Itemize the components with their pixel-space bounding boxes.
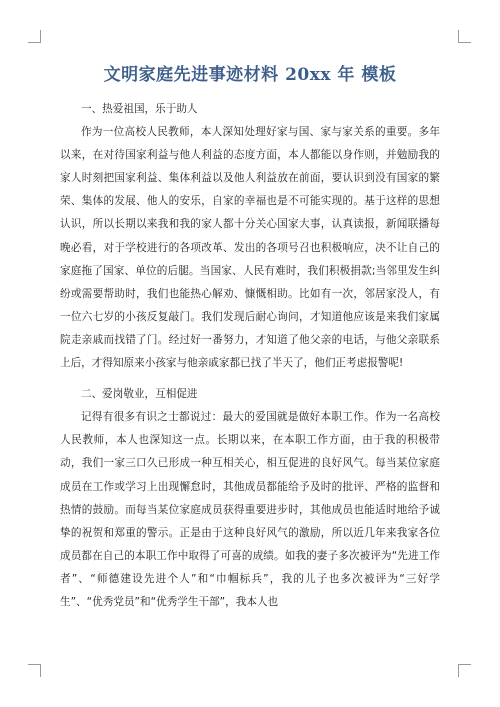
document-title: 文明家庭先进事迹材料 20xx 年 模板: [103, 65, 397, 85]
crop-mark-bottom-left: [28, 664, 41, 677]
crop-mark-top-right: [458, 30, 471, 43]
crop-mark-bottom-right: [458, 664, 471, 677]
section-heading-2: 二、爱岗敬业，互相促进: [81, 388, 198, 401]
document-body: [60, 98, 440, 614]
crop-mark-top-left: [28, 30, 41, 43]
section-heading-1: 一、热爱祖国，乐于助人: [81, 103, 198, 115]
section-paragraph-2: 记得有很多有识之士都说过：最大的爱国就是做好本职工作。作为一名高校人民教师，本人也深知这一点。长期以来，在本职工作方面，由于我的积极带动，我们一家三口久已形成一种互相关心，相互促进的良好风气。每当某位家庭成员在工作或学习上出现懈怠时，其他成员都能给予及时的批评、严格的监督和热情的鼓励。而每当某位家庭成员获得重要进步时，其他成员也能适时地给予诚挚的祝贺和郑重的警示。正是由于这种良好风气的激励，所以近几年来我家各位成员都在自己的本职工作中取得了可喜的成绩。如我的妻子多次被评为“先进工作者”、“师德建设先进个人”和“巾帼标兵”，我的儿子也多次被评为“三好学生”、“优秀党员”和“优秀学生干部”，我本人也: [60, 411, 440, 608]
section-paragraph-1: 作为一位高校人民教师，本人深知处理好家与国、家与家关系的重要。多年以来，在对待国家利益与他人利益的态度方面，本人都能以身作则，并勉励我的家人时刻把国家利益、集体利益以及他人利益放在前面，要认识到没有国家的繁荣、集体的发展、他人的安乐，自家的幸福也是不可能实现的。基于这样的思想认识，所以长期以来我和我的家人都十分关心国家大事，认真读报，新闻联播每晚必看，对于学校进行的各项改革、发出的各项号召也积极响应，决不让自己的家庭拖了国家、单位的后腿。当国家、人民有难时，我们积极捐款;当邻里发生纠纷或需要帮助时，我们也能热心解劝、慷慨相助。比如有一次，邻居家没人，有一位六七岁的小孩反复敲门。我们发现后耐心询问，才知道他应该是来我们家属院走亲戚而找错了门。经过好一番努力，才知道了他父亲的电话，与他父亲联系上后，才得知原来小孩家与他亲戚家都已找了半天了，他们正考虑报警呢!: [60, 126, 440, 370]
